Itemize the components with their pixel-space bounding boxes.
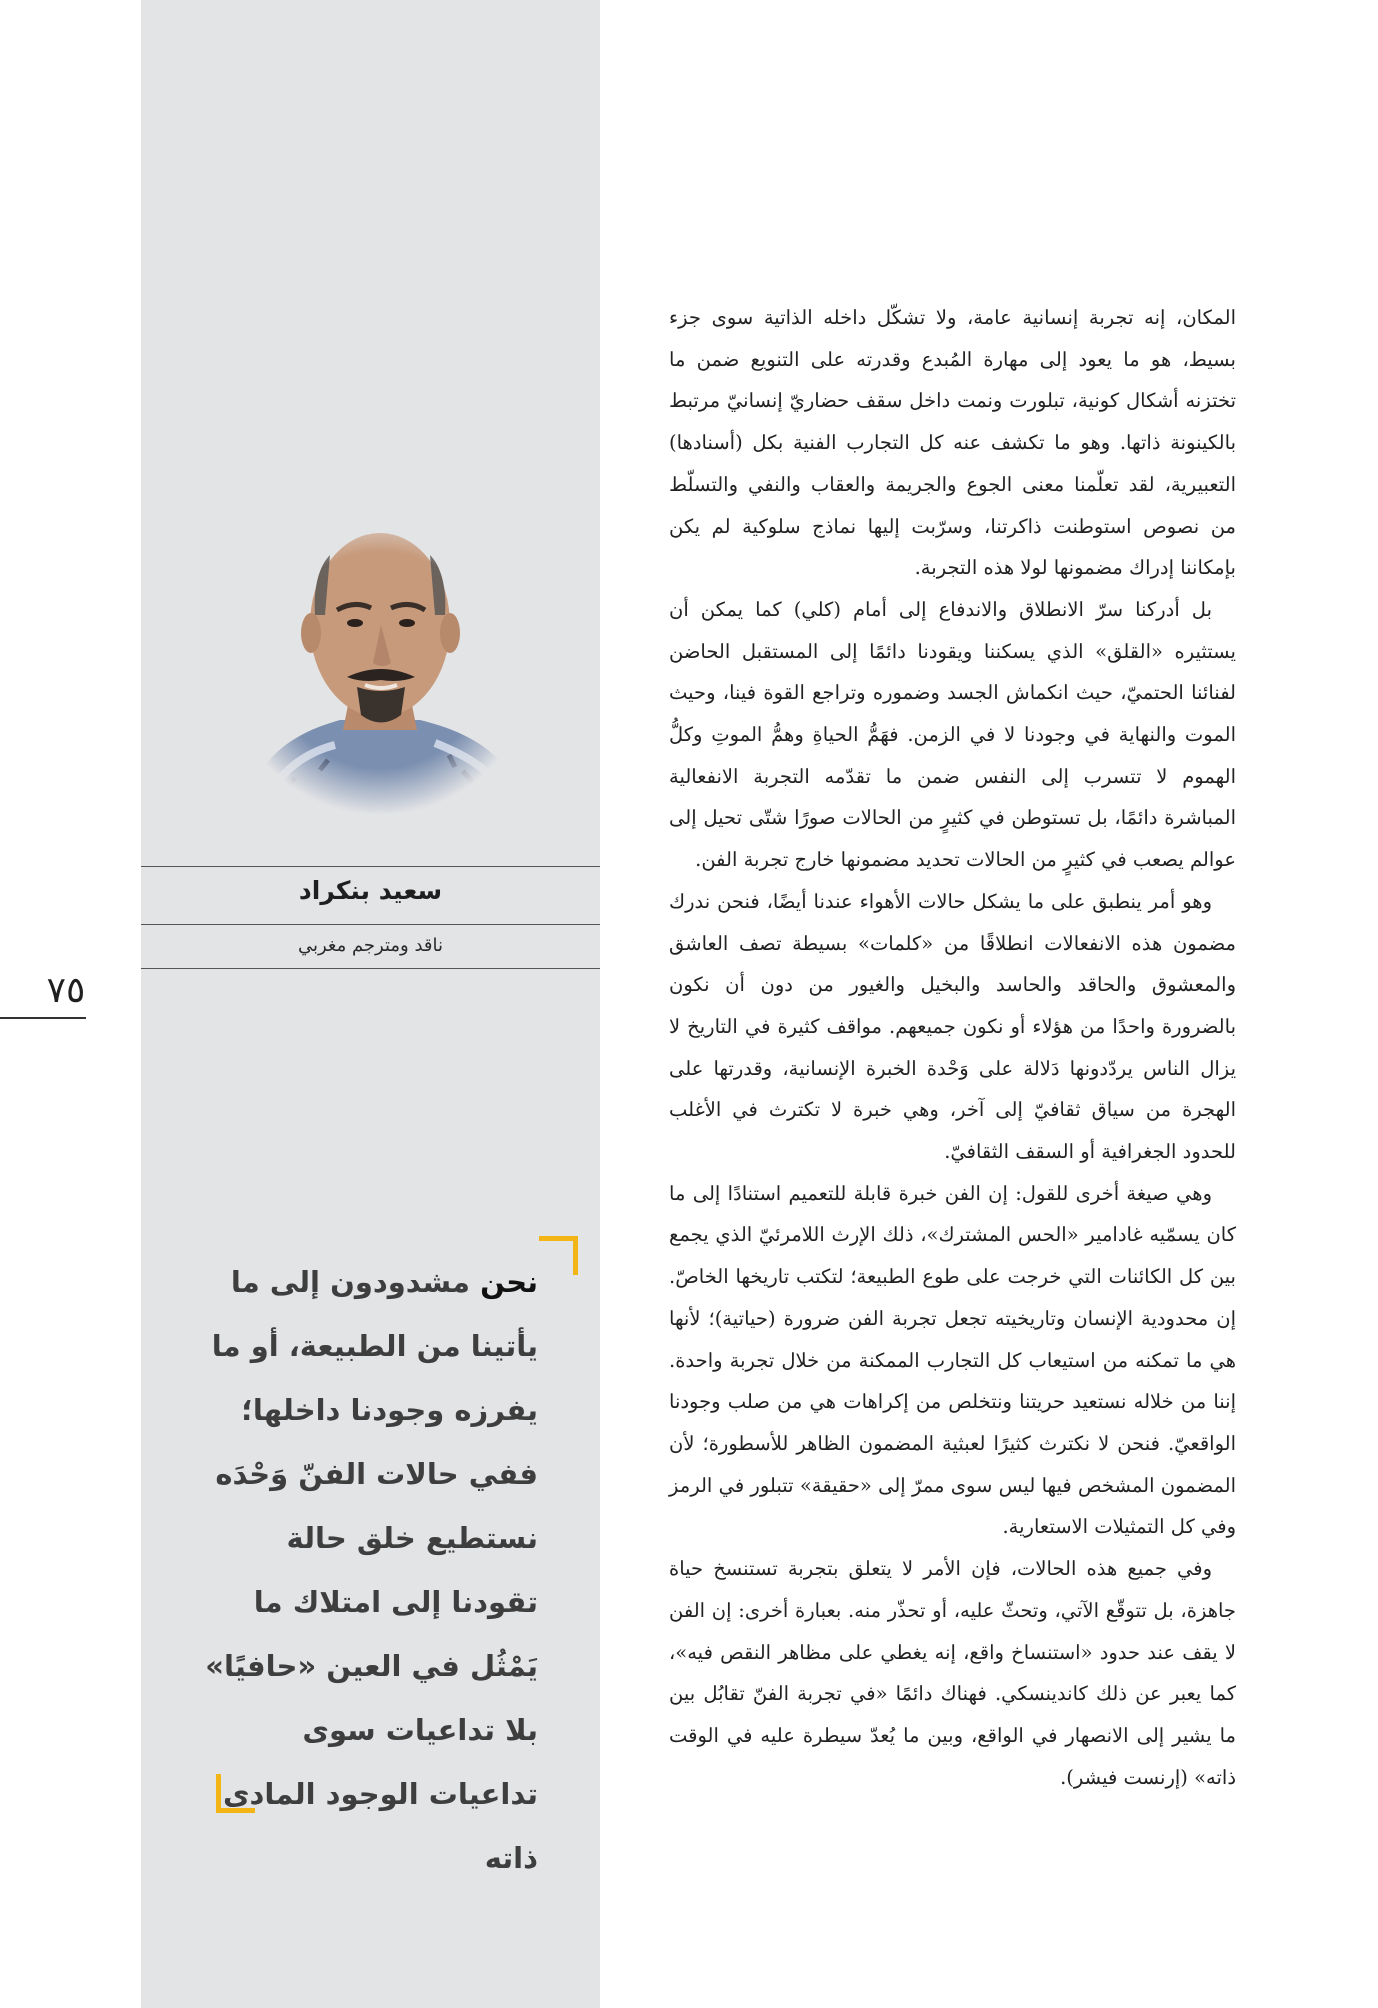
author-name: سعيد بنكراد bbox=[298, 876, 443, 905]
author-mid-rule bbox=[141, 924, 600, 925]
quote-bracket-top-right bbox=[539, 1236, 578, 1275]
quote-bracket-bottom-left bbox=[216, 1774, 255, 1813]
page-number: ٧٥ bbox=[46, 970, 86, 1011]
author-top-rule bbox=[141, 866, 600, 867]
pull-quote-text: مشدودون إلى ما يأتينا من الطبيعة، أو ما يفرزه وجودنا داخلها؛ ففي حالات الفنّ وَحْدَه نستطيع خلق حالة تقودنا إلى امتلاك ما يَمْثُل في العين «حافيًا» بلا تداعيات سوى تداعيات الوجود المادي ذاته bbox=[205, 1265, 538, 1875]
page-number-rule bbox=[0, 1017, 86, 1019]
article-paragraph: المكان، إنه تجربة إنسانية عامة، ولا تشكّل داخله الذاتية سوى جزء بسيط، هو ما يعود إلى مهارة المُبدع وقدرته على التنويع ضمن ما تختزنه أشكال كونية، تبلورت ونمت داخل سقف حضاريّ إنسانيّ مرتبط بالكينونة ذاتها. وهو ما تكشف عنه كل التجارب الفنية بكل (أسنادها) التعبيرية، لقد تعلّمنا معنى الجوع والجريمة والعقاب والنفي والتسلّط من نصوص استوطنت ذاكرتنا، وسرّبت إليها نماذج سلوكية لم يكن بإمكاننا إدراك مضمونها لولا هذه التجربة. bbox=[669, 306, 1236, 580]
article-paragraph: وفي جميع هذه الحالات، فإن الأمر لا يتعلق بتجربة تستنسخ حياة جاهزة، بل تتوقّع الآتي، وتحثّ عليه، أو تحذّر منه. بعبارة أخرى: إن الفن لا يقف عند حدود «استنساخ واقع، إنه يغطي على مظاهر النقص فيه»، كما يعبر عن ذلك كاندينسكي. فهناك دائمًا «في تجربة الفنّ تقابُل بين ما يشير إلى الانصهار في الواقع، وبين ما يُعدّ سيطرة عليه في الوقت ذاته» (إرنست فيشر). bbox=[669, 1557, 1236, 1789]
pull-quote-lead: نحن bbox=[480, 1265, 538, 1299]
article-paragraph: وهو أمر ينطبق على ما يشكل حالات الأهواء عندنا أيضًا، فنحن ندرك مضمون هذه الانفعالات انطلاقًا من «كلمات» بسيطة تصف العاشق والمعشوق والحاقد والحاسد والبخيل والغيور من دون أن نكون بالضرورة واحدًا من هؤلاء أو نكون جميعهم. مواقف كثيرة في التاريخ لا يزال الناس يردّدونها دَلالة على وَحْدة الخبرة الإنسانية، وقدرتها على الهجرة من سياق ثقافيّ إلى آخر، وهي خبرة لا تكترث في الأغلب للحدود الجغرافية أو السقف الثقافيّ. bbox=[669, 889, 1236, 1164]
article-paragraph: بل أدركنا سرّ الانطلاق والاندفاع إلى أمام (كلي) كما يمكن أن يستثيره «القلق» الذي يسكننا ويقودنا دائمًا إلى المستقبل الحاضن لفنائنا الحتميّ، حيث انكماش الجسد وضموره وتراجع القوة فينا، وحيث الموت والنهاية في وجودنا لا في الزمن. فهَمُّ الحياةِ وهمُّ الموتِ وكلُّ الهموم لا تتسرب إلى النفس ضمن ما تقدّمه التجربة الانفعالية المباشرة دائمًا، بل تستوطن في كثيرٍ من الحالات صورًا شتّى تحيل إلى عوالم يصعب في كثيرٍ من الحالات تحديد مضمونها خارج تجربة الفن. bbox=[669, 597, 1236, 872]
author-bottom-rule bbox=[141, 968, 600, 969]
article-body bbox=[669, 297, 1236, 1798]
author-role: ناقد ومترجم مغربي bbox=[297, 935, 444, 956]
article-paragraph: وهي صيغة أخرى للقول: إن الفن خبرة قابلة للتعميم استنادًا إلى ما كان يسمّيه غادامير «الحس المشترك»، ذلك الإرث اللامرئيّ الذي يجمع بين كل الكائنات التي خرجت على طوع الطبيعة؛ لتكتب تاريخها الخاصّ. إن محدودية الإنسان وتاريخيته تجعل تجربة الفن ضرورة (حياتية)؛ لأنها هي ما تمكنه من استيعاب كل التجارب الممكنة من خلال تجربة واحدة. إننا من خلاله نستعيد حريتنا ونتخلص من إكراهات هي من صلب وجودنا الواقعيّ. فنحن لا نكترث كثيرًا لعبثية المضمون الظاهر للأسطورة؛ لأن المضمون المشخص فيها ليس سوى ممرّ إلى «حقيقة» تتبلور في الرمز وفي كل التمثيلات الاستعارية. bbox=[669, 1181, 1236, 1539]
author-portrait bbox=[225, 505, 535, 815]
